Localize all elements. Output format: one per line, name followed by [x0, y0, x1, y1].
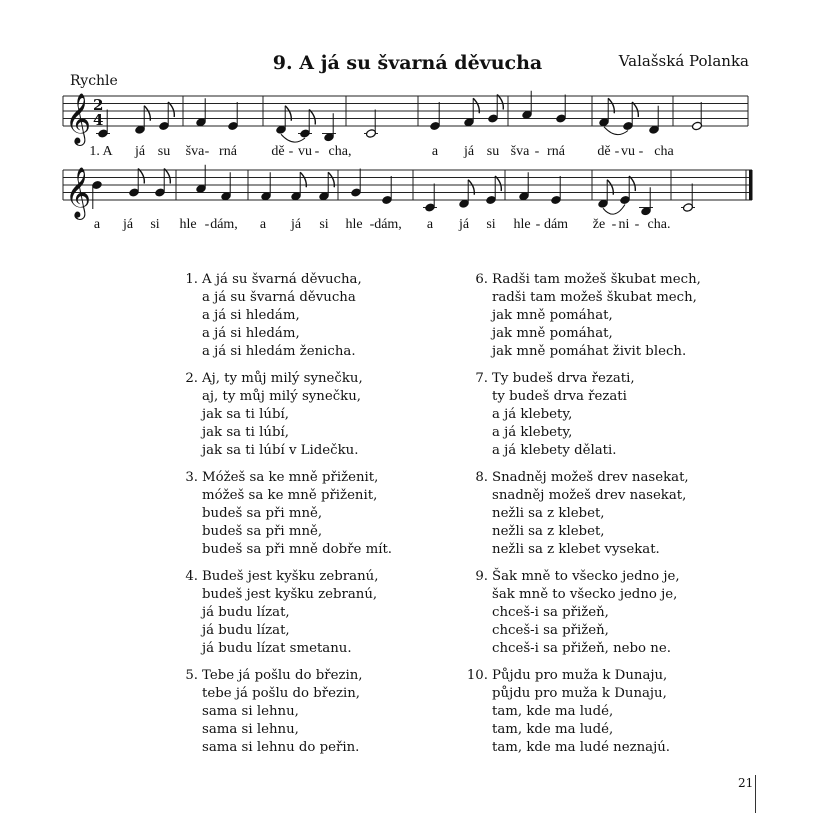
- verse-line: a já si hledám,: [202, 308, 300, 323]
- verse-line: a já si hledám ženicha.: [202, 344, 356, 359]
- verse-line: sama si lehnu,: [202, 704, 299, 719]
- lyric-syllable: vu: [621, 144, 635, 159]
- verse-line: Tebe já pošlu do březin,: [202, 668, 363, 683]
- verse-line: jak sa ti lúbí v Lidečku.: [202, 443, 359, 458]
- lyric-syllable: a: [259, 217, 267, 232]
- verse-line: a já su švarná děvucha: [202, 290, 356, 305]
- lyric-syllable: 1. A: [89, 144, 113, 159]
- lyric-syllable: já: [463, 144, 475, 159]
- verse-line: Móžeš sa ke mně přiženit,: [202, 470, 379, 485]
- lyric-syllable: já: [290, 217, 302, 232]
- lyric-syllable: -: [288, 144, 294, 159]
- verse-line: jak mně pomáhat,: [492, 308, 613, 323]
- verse-line: sama si lehnu,: [202, 722, 299, 737]
- lyric-syllable: -: [535, 217, 541, 232]
- verse-number: 7.: [475, 371, 488, 386]
- verse-line: nežli sa z klebet vysekat.: [492, 542, 660, 557]
- verse-line: Radši tam možeš škubat mech,: [492, 272, 701, 287]
- lyric-syllable: ni: [618, 217, 630, 232]
- time-signature-bottom: 4: [93, 111, 104, 129]
- lyric-syllable: dám,: [210, 217, 238, 232]
- verse-line: ty budeš drva řezati: [492, 389, 627, 404]
- lyric-syllable: -: [534, 144, 540, 159]
- page-edge-line: [755, 775, 756, 813]
- song-origin: Valašská Polanka: [618, 52, 749, 70]
- verse-line: budeš jest kyšku zebranú,: [202, 587, 378, 602]
- verse-line: já budu lízat,: [202, 605, 290, 620]
- note-flag: [309, 110, 315, 125]
- lyric-syllable: cha.: [647, 217, 671, 232]
- note-flag: [632, 102, 638, 117]
- final-bar-thick: [749, 170, 753, 200]
- lyric-syllable: -: [614, 144, 620, 159]
- verse-number: 4.: [185, 569, 198, 584]
- verse-line: já budu lízat smetanu.: [202, 641, 352, 656]
- song-title: 9. A já su švarná děvucha: [272, 52, 543, 74]
- lyric-syllable: si: [486, 217, 496, 232]
- lyric-syllable: a: [93, 217, 101, 232]
- verse-number: 2.: [185, 371, 198, 386]
- treble-clef: 𝄞: [65, 93, 92, 144]
- verse-number: 1.: [185, 272, 198, 287]
- lyric-syllable: já: [122, 217, 134, 232]
- staff-system-1: [63, 91, 748, 146]
- verse-number: 5.: [185, 668, 198, 683]
- verse-line: Šak mně to všecko jedno je,: [492, 569, 680, 584]
- lyric-syllable: šva: [510, 144, 530, 159]
- time-signature-top: 2: [93, 96, 104, 114]
- verse-line: tam, kde ma ludé neznajú.: [492, 740, 671, 755]
- verse-line: jak sa ti lúbí,: [202, 407, 289, 422]
- staff-system-2: [63, 165, 753, 220]
- verse-line: A já su švarná děvucha,: [202, 272, 362, 287]
- lyric-syllable: -: [638, 144, 644, 159]
- verse-line: budeš sa při mně,: [202, 524, 323, 539]
- lyric-syllable: cha,: [328, 144, 352, 159]
- lyric-syllable: hle: [345, 217, 363, 232]
- verse-line: Aj, ty můj milý synečku,: [202, 371, 363, 386]
- lyric-syllable: hle: [513, 217, 531, 232]
- verse-line: radši tam možeš škubat mech,: [492, 290, 697, 305]
- verse-line: jak mně pomáhat živit blech.: [492, 344, 687, 359]
- verse-number: 10.: [466, 668, 488, 683]
- lyric-syllable: -: [204, 217, 210, 232]
- lyric-syllable: já: [134, 144, 146, 159]
- lyric-syllable: si: [150, 217, 160, 232]
- lyric-syllable: -: [204, 144, 210, 159]
- lyrics-line-1: [89, 144, 674, 159]
- verse-line: půjdu pro muža k Dunaju,: [492, 686, 667, 701]
- verse-line: budeš sa při mně dobře mít.: [202, 542, 393, 557]
- verse-line: snadněj možeš drev nasekat,: [492, 488, 687, 503]
- lyric-syllable: dám: [543, 217, 569, 232]
- verse-line: nežli sa z klebet,: [492, 506, 605, 521]
- verse-number: 9.: [475, 569, 488, 584]
- verse-line: chceš-i sa přižeň, nebo ne.: [492, 641, 671, 656]
- verse-line: Ty budeš drva řezati,: [492, 371, 635, 386]
- verse-line: Půjdu pro muža k Dunaju,: [492, 668, 668, 683]
- verse-line: aj, ty můj milý synečku,: [202, 389, 362, 404]
- lyric-syllable: a: [426, 217, 434, 232]
- verse-line: a já klebety dělati.: [492, 443, 617, 458]
- tempo-marking: Rychle: [70, 73, 118, 89]
- verse-line: Snadněj možeš drev nasekat,: [492, 470, 689, 485]
- verse-line: jak mně pomáhat,: [492, 326, 613, 341]
- note-flag: [164, 169, 170, 184]
- note-flag: [629, 176, 635, 191]
- lyric-syllable: rná: [547, 144, 565, 159]
- lyric-syllable: že: [592, 217, 606, 232]
- verse-line: a já klebety,: [492, 407, 573, 422]
- lyric-syllable: dě: [597, 144, 611, 159]
- verse-line: a já klebety,: [492, 425, 573, 440]
- lyric-syllable: vu: [298, 144, 312, 159]
- treble-clef: 𝄞: [65, 167, 92, 218]
- lyric-syllable: rná: [219, 144, 237, 159]
- lyric-syllable: -: [611, 217, 617, 232]
- verse-line: budeš sa při mně,: [202, 506, 323, 521]
- note-flag: [138, 169, 144, 184]
- verse-number: 8.: [475, 470, 488, 485]
- verse-line: a já si hledám,: [202, 326, 300, 341]
- note-flag: [495, 176, 501, 191]
- verse-line: chceš-i sa přižeň,: [492, 605, 609, 620]
- lyric-syllable: já: [458, 217, 470, 232]
- lyric-syllable: dám,: [374, 217, 402, 232]
- verse-number: 3.: [185, 470, 198, 485]
- verse-line: chceš-i sa přižeň,: [492, 623, 609, 638]
- lyric-syllable: dě: [271, 144, 285, 159]
- lyric-syllable: -: [314, 144, 320, 159]
- verse-line: móžeš sa ke mně přiženit,: [202, 488, 378, 503]
- lyric-syllable: a: [431, 144, 439, 159]
- verse-line: šak mně to všecko jedno je,: [492, 587, 678, 602]
- music-score: [0, 0, 815, 260]
- lyric-syllable: su: [157, 144, 171, 159]
- note-flag: [168, 102, 174, 117]
- verse-line: tebe já pošlu do březin,: [202, 686, 361, 701]
- verse-line: jak sa ti lúbí,: [202, 425, 289, 440]
- lyric-syllable: hle: [179, 217, 197, 232]
- verse-line: nežli sa z klebet,: [492, 524, 605, 539]
- verse-line: Budeš jest kyšku zebranú,: [202, 569, 379, 584]
- lyric-syllable: su: [486, 144, 500, 159]
- lyric-syllable: -: [634, 217, 640, 232]
- lyric-syllable: šva: [185, 144, 205, 159]
- note-flag: [497, 95, 503, 110]
- lyric-syllable: cha: [654, 144, 674, 159]
- lyric-syllable: si: [319, 217, 329, 232]
- verse-line: sama si lehnu do peřin.: [202, 740, 360, 755]
- verse-line: tam, kde ma ludé,: [492, 722, 614, 737]
- lyric-syllable: -: [369, 217, 375, 232]
- verse-line: tam, kde ma ludé,: [492, 704, 614, 719]
- lyrics-line-2: [94, 217, 671, 232]
- verse-number: 6.: [475, 272, 488, 287]
- page-number: 21: [738, 776, 754, 790]
- verse-line: já budu lízat,: [202, 623, 290, 638]
